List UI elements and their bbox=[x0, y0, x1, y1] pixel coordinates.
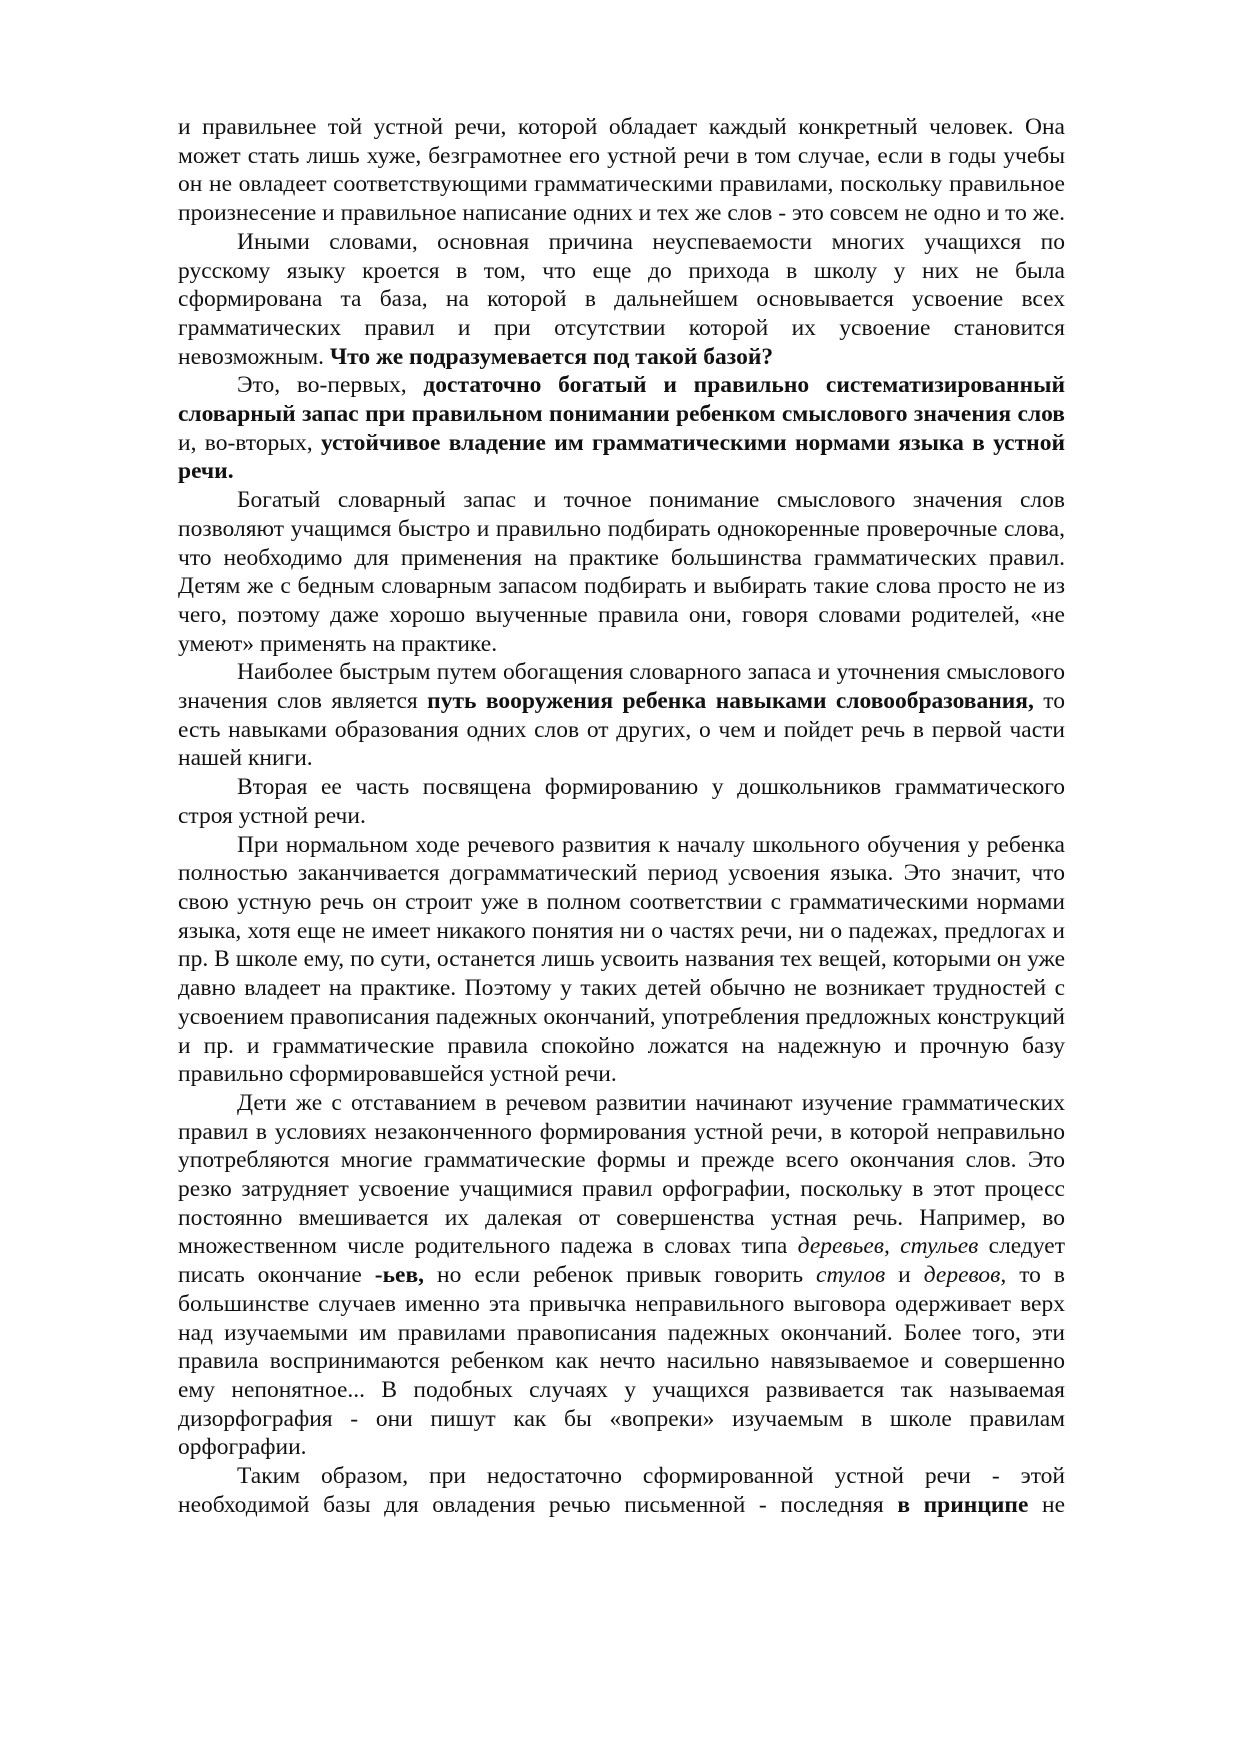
paragraph-1 bbox=[178, 113, 1065, 228]
italic-text-run: стулов bbox=[816, 1262, 886, 1289]
text-run: не bbox=[1028, 1491, 1065, 1518]
italic-text-run: деревьев, стульев bbox=[797, 1233, 979, 1260]
text-run: При нормальном ходе речевого развития к началу школьного обучения у ребенка полностью заканчивается дограмматический период усвоения языка. Это значит, что свою устную речь он строит уже в полном соответствии с грамматическими нормами языка, хотя еще не имеет никакого понятия ни о частях речи, ни о падежах, предлогах и пр. В школе ему, по сути, останется лишь усвоить названия тех вещей, которыми он уже давно владеет на практике. Поэтому у таких детей обычно не возникает трудностей с усвоением правописания падежных окончаний, употребления предложных конструкций и пр. и грамматические правила спокойно ложатся на надежную и прочную базу правильно сформировавшейся устной речи. bbox=[178, 831, 1065, 1088]
text-run: то в большинстве случаев именно эта привычка неправильного выговора одерживает верх над изучаемыми им правилами правописания падежных окончаний. Более того, эти правила воспринимаются ребенком как нечто насильно навязываемое и совершенно ему непонятное... В подобных случаях у учащихся развивается так называемая дизорфография - они пишут как бы «вопреки» изучаемым в школе правилам орфографии. bbox=[178, 1262, 1066, 1461]
text-run: но если ребенок привык говорить bbox=[424, 1262, 817, 1289]
text-run: Вторая ее часть посвящена формированию у дошкольников грамматического строя устной речи. bbox=[178, 774, 1065, 829]
document-page bbox=[178, 113, 1065, 1519]
paragraph-5 bbox=[178, 658, 1065, 773]
paragraph-6 bbox=[178, 773, 1065, 830]
text-run: Иными словами, основная причина неуспеваемости многих учащихся по русскому языку кроется в том, что еще до прихода в школу у них не была сформирована та база, на которой в дальнейшем основывается усвоение всех грамматических правил и при отсутствии которой их усвоение становится невозможным. bbox=[178, 228, 1065, 370]
italic-text-run: деревов, bbox=[923, 1262, 1007, 1289]
bold-text-run: путь вооружения ребенка навыками словообразования, bbox=[427, 688, 1034, 715]
bold-text-run: достаточно богатый и правильно систематизированный словарный запас при правильном понимании ребенком смыслового значения слов bbox=[178, 372, 1065, 428]
text-run: и правильнее той устной речи, которой обладает каждый конкретный человек. Она может стать лишь хуже, безграмотнее его устной речи в том случае, если в годы учебы он не овладеет соответствующими грамматическими правилами, поскольку правильное произнесение и правильное написание одних и тех же слов - это совсем не одно и то же. bbox=[178, 114, 1065, 227]
paragraph-3 bbox=[178, 371, 1065, 486]
text-run: следует писать окончание bbox=[178, 1233, 1066, 1289]
bold-text-run: Что же подразумевается под такой базой? bbox=[329, 343, 774, 370]
bold-text-run: -ьев, bbox=[374, 1262, 425, 1289]
paragraph-8 bbox=[178, 1089, 1065, 1462]
paragraph-9 bbox=[178, 1462, 1065, 1519]
paragraph-7 bbox=[178, 831, 1065, 1089]
text-run: Это, во-первых, bbox=[237, 372, 424, 399]
text-run: и bbox=[885, 1262, 924, 1289]
bold-text-run: устойчивое владение им грамматическими нормами языка в устной речи. bbox=[178, 429, 1065, 485]
text-run: Богатый словарный запас и точное понимание смыслового значения слов позволяют учащимся быстро и правильно подбирать однокоренные проверочные слова, что необходимо для применения на практике большинства грамматических правил. Детям же с бедным словарным запасом подбирать и выбирать такие слова просто не из чего, поэтому даже хорошо выученные правила они, говоря словами родителей, «не умеют» применять на практике. bbox=[178, 487, 1065, 657]
paragraph-2 bbox=[178, 228, 1065, 372]
text-run: и, во-вторых, bbox=[178, 429, 321, 456]
text-run: Таким образом, при недостаточно сформированной устной речи - этой необходимой базы для овладения речью письменной - последняя bbox=[178, 1463, 1065, 1518]
bold-text-run: в принципе bbox=[897, 1491, 1029, 1518]
paragraph-4 bbox=[178, 486, 1065, 658]
text-run: Наиболее быстрым путем обогащения словарного запаса и уточнения смыслового значения слов является bbox=[178, 659, 1065, 715]
text-run: Дети же с отставанием в речевом развитии начинают изучение грамматических правил в условиях незаконченного формирования устной речи, в которой неправильно употребляются многие грамматические формы и прежде всего окончания слов. Это резко затрудняет усвоение учащимися правил орфографии, поскольку в этот процесс постоянно вмешивается их далекая от совершенства устная речь. Например, во множественном числе родительного падежа в словах типа bbox=[178, 1089, 1065, 1260]
text-run: то есть навыками образования одних слов от других, о чем и пойдет речь в первой части нашей книги. bbox=[178, 688, 1066, 772]
